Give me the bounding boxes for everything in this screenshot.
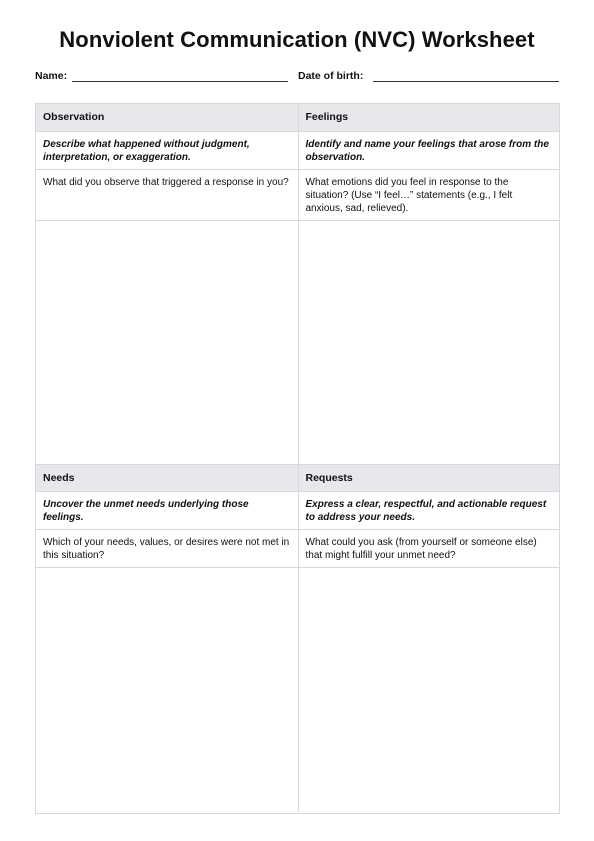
feelings-header: Feelings	[298, 104, 560, 131]
requests-question: What could you ask (from yourself or someone else) that might fulfill your unmet need?	[298, 530, 560, 567]
table-header-row	[36, 104, 559, 132]
feelings-answer-area[interactable]	[298, 221, 560, 464]
observation-question: What did you observe that triggered a response in you?	[43, 177, 289, 188]
question-row	[36, 170, 559, 221]
needs-instruction: Uncover the unmet needs underlying those feelings.	[43, 499, 249, 523]
dob-label: Date of birth:	[298, 70, 364, 82]
needs-question: Which of your needs, values, or desires were not met in this situation?	[43, 537, 290, 561]
dob-field[interactable]	[373, 81, 559, 82]
table-header-row	[36, 465, 559, 492]
observation-header: Observation	[43, 111, 105, 123]
name-field[interactable]	[72, 81, 288, 82]
observation-answer-area[interactable]	[36, 221, 298, 464]
needs-requests-table	[35, 465, 560, 814]
answer-row	[36, 221, 559, 464]
needs-header: Needs	[43, 472, 75, 484]
worksheet-title: Nonviolent Communication (NVC) Worksheet	[59, 27, 535, 52]
name-label: Name:	[35, 70, 68, 82]
requests-answer-area[interactable]	[298, 568, 560, 812]
feelings-instruction: Identify and name your feelings that arose from the observation.	[298, 132, 560, 169]
personal-info-row	[35, 70, 560, 84]
instruction-row	[36, 492, 559, 530]
instruction-row	[36, 132, 559, 170]
observation-feelings-table	[35, 103, 560, 465]
answer-row	[36, 568, 559, 812]
requests-instruction: Express a clear, respectful, and actionable request to address your needs.	[298, 492, 560, 529]
feelings-question: What emotions did you feel in response to the situation? (Use “I feel…” statements (e.g., I felt anxious, sad, relieved).	[298, 170, 560, 220]
question-row	[36, 530, 559, 568]
needs-answer-area[interactable]	[36, 568, 298, 812]
observation-instruction: Describe what happened without judgment, interpretation, or exaggeration.	[43, 139, 250, 163]
requests-header: Requests	[298, 465, 560, 491]
